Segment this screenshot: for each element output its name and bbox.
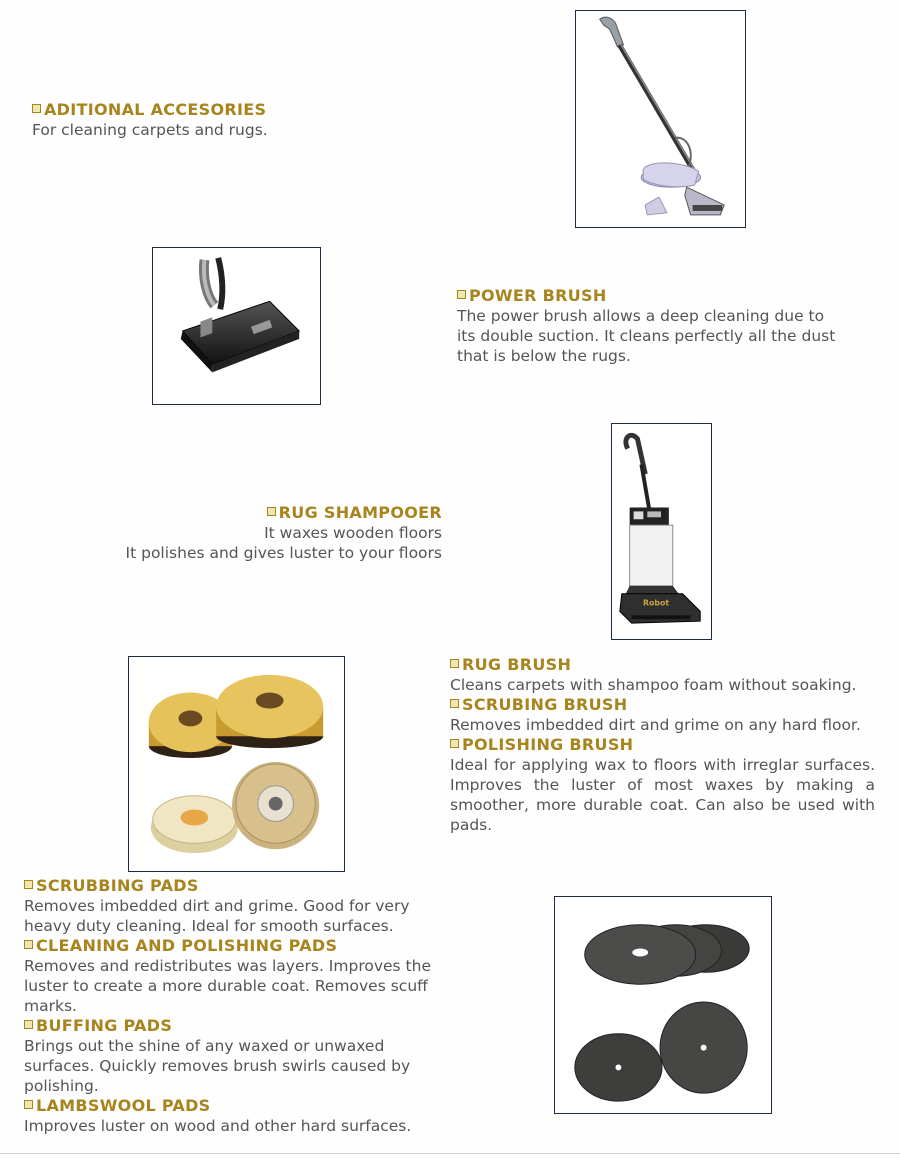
power-brush-heading: POWER BRUSH (457, 286, 867, 306)
lambswool-pads-text: Improves luster on wood and other hard surfaces. (24, 1117, 412, 1135)
rug-shampooer-image (611, 423, 712, 640)
power-brush-line-2: its double suction. It cleans perfectly all the dust (457, 327, 836, 345)
buffing-pads-heading: BUFFING PADS (24, 1016, 444, 1036)
square-bullet-icon (32, 104, 41, 113)
page-bottom-edge (0, 1153, 900, 1154)
pads-image (554, 896, 772, 1114)
scrubing-brush-heading: SCRUBING BRUSH (450, 695, 875, 715)
rug-shampooer-line-2: It polishes and gives luster to your floors (125, 544, 442, 562)
carpet-wand-image (575, 10, 746, 228)
power-brush-image (152, 247, 321, 405)
cleaning-polishing-pads-text: Removes and redistributes was layers. Improves the luster to create a more durable coat. Removes scuff marks. (24, 957, 431, 1015)
rug-shampooer-section (90, 503, 442, 563)
rug-shampooer-line-1: It waxes wooden floors (264, 524, 442, 542)
brushes-section (450, 655, 875, 835)
intro-section (32, 100, 352, 140)
intro-text: For cleaning carpets and rugs. (32, 121, 268, 139)
square-bullet-icon (450, 739, 459, 748)
power-brush-line-3: that is below the rugs. (457, 347, 631, 365)
square-bullet-icon (457, 290, 466, 299)
power-brush-line-1: The power brush allows a deep cleaning due to (457, 307, 825, 325)
square-bullet-icon (24, 880, 33, 889)
power-brush-section (457, 286, 867, 366)
scrubbing-pads-heading: SCRUBBING PADS (24, 876, 444, 896)
intro-heading: ADITIONAL ACCESORIES (32, 100, 352, 120)
square-bullet-icon (24, 1100, 33, 1109)
buffing-pads-text: Brings out the shine of any waxed or unwaxed surfaces. Quickly removes brush swirls caused by polishing. (24, 1037, 411, 1095)
rug-shampooer-heading: RUG SHAMPOOER (90, 503, 442, 523)
square-bullet-icon (24, 940, 33, 949)
polishing-brush-heading: POLISHING BRUSH (450, 735, 875, 755)
rug-brush-text: Cleans carpets with shampoo foam without soaking. (450, 676, 857, 694)
robot-logo: Robot (643, 598, 670, 608)
square-bullet-icon (267, 507, 276, 516)
square-bullet-icon (450, 659, 459, 668)
brushes-image (128, 656, 345, 872)
square-bullet-icon (450, 699, 459, 708)
scrubbing-pads-text: Removes imbedded dirt and grime. Good for very heavy duty cleaning. Ideal for smooth surfaces. (24, 897, 410, 935)
cleaning-polishing-pads-heading: CLEANING AND POLISHING PADS (24, 936, 444, 956)
rug-brush-heading: RUG BRUSH (450, 655, 875, 675)
polishing-brush-text: Ideal for applying wax to floors with irreglar surfaces. Improves the luster of most waxes by making a smoother, more durable coat. Can also be used with pads. (450, 756, 875, 834)
square-bullet-icon (24, 1020, 33, 1029)
scrubing-brush-text: Removes imbedded dirt and grime on any hard floor. (450, 716, 861, 734)
lambswool-pads-heading: LAMBSWOOL PADS (24, 1096, 444, 1116)
pads-section (24, 876, 444, 1136)
